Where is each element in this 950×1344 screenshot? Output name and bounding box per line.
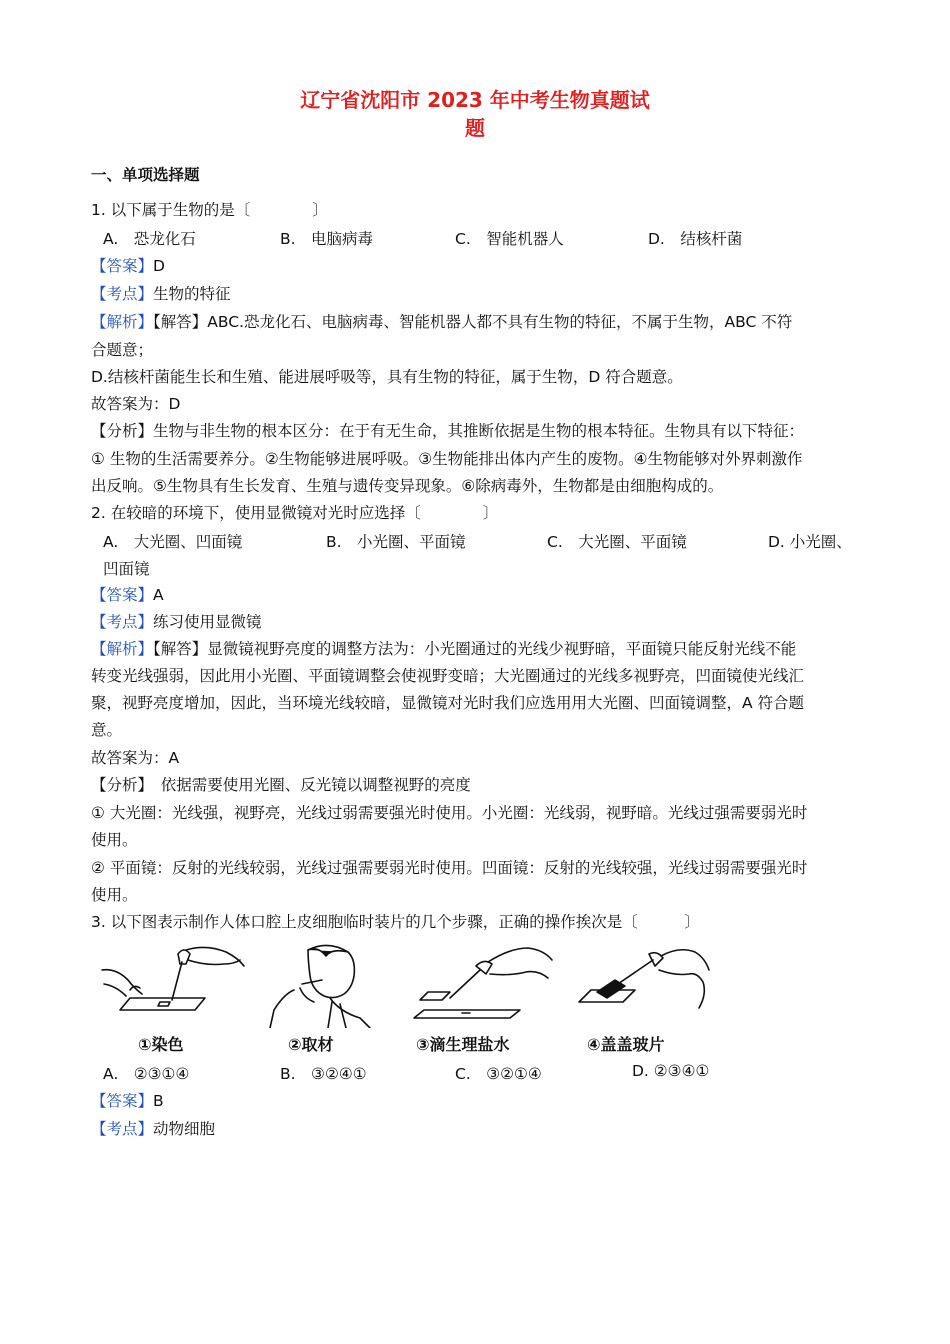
figure-sampling	[260, 940, 400, 1054]
point-tag: 【考点】	[91, 285, 154, 303]
q1-fenxi-line-1: 【分析】生物与非生物的根本区分：在于有无生命，其推断依据是生物的根本特征。生物具有以下特征：	[91, 422, 805, 440]
section-heading: 一、单项选择题	[91, 166, 200, 184]
q3-figure-steps	[100, 940, 720, 1058]
dropper-saline-icon	[410, 940, 555, 1028]
q2-option-d-cont: 凹面镜	[103, 560, 150, 578]
q2-analysis-line-1: 【解析】【解答】显微镜视野亮度的调整方法为：小光圈通过的光线少视野暗，平面镜只能反射光线不能	[91, 640, 797, 658]
q2-answer	[91, 584, 853, 606]
q2-fenxi-line-5: 使用。	[91, 886, 138, 904]
q2-option-a: A. 大光圈、凹面镜	[103, 533, 243, 551]
point-value: 练习使用显微镜	[153, 613, 262, 631]
q1-fenxi-line-3: 出反响。⑤生物具有生长发育、生殖与遗传变异现象。⑥除病毒外，生物都是由细胞构成的。	[91, 477, 724, 495]
figure-caption-coverslip: ④盖盖玻片	[587, 1035, 665, 1054]
answer-tag: 【答案】	[91, 586, 154, 604]
figure-caption-sampling: ②取材	[288, 1035, 334, 1054]
q2-fenxi-line-2: ① 大光圈：光线强，视野亮，光线过弱需要强光时使用。小光圈：光线弱，视野暗。光线过强需要弱光时	[91, 804, 808, 822]
q1-fenxi-line-2: ① 生物的生活需要养分。②生物能够进展呼吸。③生物能排出体内产生的废物。④生物能够对外界刺激作	[91, 450, 803, 468]
q1-analysis-line-1: 【解析】【解答】ABC.恐龙化石、电脑病毒、智能机器人都不具有生物的特征，不属于生物，ABC 不符	[91, 313, 793, 331]
q2-analysis-line-5: 故答案为：A	[91, 749, 180, 767]
analysis-tag: 【解析】	[91, 640, 154, 658]
answer-value: B	[153, 1092, 164, 1110]
q2-option-b: B. 小光圈、平面镜	[326, 533, 466, 551]
staining-drawing-icon	[100, 940, 250, 1028]
q3-answer	[91, 1090, 853, 1112]
q3-option-b: B. ③②④①	[280, 1065, 367, 1083]
q2-analysis-line-4: 意。	[91, 721, 123, 739]
q1-option-a: A. 恐龙化石	[103, 230, 196, 248]
q2-stem: 2. 在较暗的环境下，使用显微镜对光时应选择〔 〕	[91, 504, 499, 522]
answer-value: D	[153, 257, 165, 275]
figure-caption-staining: ①染色	[138, 1035, 184, 1054]
q3-option-c: C. ③②①④	[455, 1065, 542, 1083]
q1-analysis-line-2: 合题意；	[91, 341, 154, 359]
q3-option-a: A. ②③①④	[103, 1065, 190, 1083]
page-title-line-1: 辽宁省沈阳市 2023 年中考生物真题试	[300, 88, 650, 112]
q2-fenxi-line-1: 【分析】 依据需要使用光圈、反光镜以调整视野的亮度	[91, 776, 471, 794]
q2-analysis-line-2: 转变光线强弱，因此用小光圈、平面镜调整会使视野变暗；大光圈通过的光线多视野亮，凹面镜使光线汇	[91, 667, 805, 685]
figure-staining	[100, 940, 250, 1054]
q1-analysis-line-4: 故答案为：D	[91, 395, 181, 413]
q1-answer	[91, 255, 853, 277]
page-title-line-2: 题	[465, 116, 485, 140]
figure-saline	[410, 940, 555, 1054]
point-tag: 【考点】	[91, 613, 154, 631]
q1-option-b: B. 电脑病毒	[280, 230, 374, 248]
q2-analysis-line-3: 聚，视野亮度增加，因此，当环境光线较暗，显微镜对光时我们应选用用大光圈、凹面镜调整，A 符合题	[91, 694, 805, 712]
figure-caption-saline: ③滴生理盐水	[416, 1035, 510, 1054]
q2-option-d: D. 小光圈、	[768, 533, 852, 551]
q2-point	[91, 611, 853, 633]
q3-option-d: D. ②③④①	[632, 1062, 710, 1080]
point-tag: 【考点】	[91, 1120, 154, 1138]
answer-tag: 【答案】	[91, 257, 154, 275]
q2-fenxi-line-3: 使用。	[91, 831, 138, 849]
answer-value: A	[153, 586, 164, 604]
boy-sampling-icon	[260, 940, 390, 1028]
q2-option-c: C. 大光圈、平面镜	[547, 533, 687, 551]
q1-analysis-line-3: D.结核杆菌能生长和生殖、能进展呼吸等，具有生物的特征，属于生物，D 符合题意。	[91, 368, 683, 386]
q3-point	[91, 1118, 853, 1140]
q2-fenxi-line-4: ② 平面镜：反射的光线较弱，光线过强需要弱光时使用。凹面镜：反射的光线较强，光线过弱需要强光时	[91, 859, 808, 877]
q1-option-d: D. 结核杆菌	[648, 230, 743, 248]
forceps-coverslip-icon	[575, 940, 715, 1028]
q1-point	[91, 283, 853, 305]
figure-coverslip	[575, 940, 720, 1054]
q1-option-c: C. 智能机器人	[455, 230, 564, 248]
analysis-tag: 【解析】	[91, 313, 154, 331]
q3-stem: 3. 以下图表示制作人体口腔上皮细胞临时装片的几个步骤，正确的操作挨次是〔 〕	[91, 913, 700, 931]
q1-stem: 1. 以下属于生物的是〔 〕	[91, 201, 328, 219]
answer-tag: 【答案】	[91, 1092, 154, 1110]
point-value: 生物的特征	[153, 285, 231, 303]
point-value: 动物细胞	[153, 1120, 216, 1138]
